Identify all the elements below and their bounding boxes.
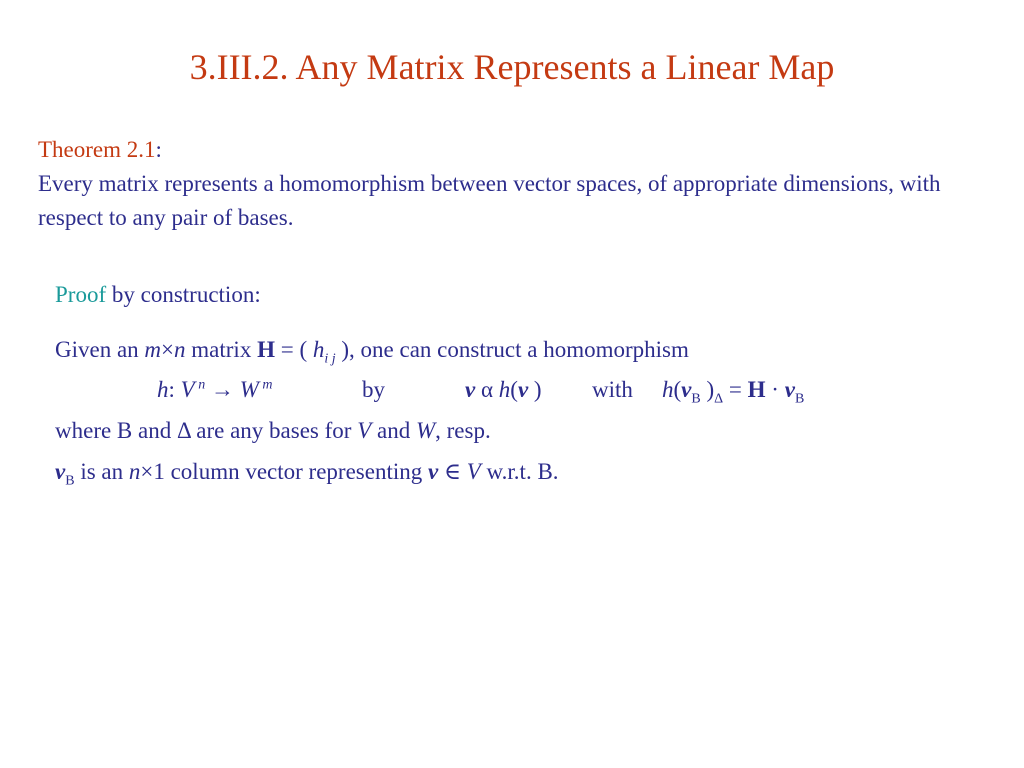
map-rule: [465, 375, 542, 405]
by-word: by: [362, 377, 385, 402]
subscript-B: B: [691, 391, 701, 407]
space-V: V: [180, 377, 195, 402]
theorem-statement: Every matrix represents a homomorphism between vector spaces, of appropriate dimensions, with respect to any pair of bases.: [38, 171, 941, 230]
slide-title: 3.III.2. Any Matrix Represents a Linear Map: [189, 47, 835, 87]
proof-heading: [55, 280, 261, 310]
with-word: with: [592, 377, 633, 402]
times-symbol: ×: [161, 337, 175, 362]
proof-label: Proof: [55, 282, 107, 307]
proof-method: by construction:: [106, 282, 261, 307]
rep-paren-open: (: [673, 377, 682, 402]
rep-vector-v: v: [681, 377, 692, 402]
given-line: [55, 335, 689, 365]
paren-open: (: [510, 377, 518, 402]
entry-h: h: [312, 337, 325, 362]
dot-symbol: ·: [765, 377, 785, 402]
vb-subscript-B: B: [65, 473, 75, 489]
vector-v-B: v: [784, 377, 795, 402]
superscript-m: m: [258, 377, 273, 393]
rep-h: h: [662, 377, 674, 402]
where-suffix: , resp.: [435, 418, 491, 443]
subscript-delta: Δ: [714, 391, 724, 407]
where-W: W: [415, 418, 436, 443]
vb-mid: is an: [74, 459, 129, 484]
given-suffix: ), one can construct a homomorphism: [335, 337, 689, 362]
where-and: and: [371, 418, 416, 443]
where-V: V: [357, 418, 372, 443]
matrix-H-product: H: [747, 377, 766, 402]
equals-symbol: =: [723, 377, 748, 402]
maps-to-symbol: α: [480, 377, 494, 402]
theorem-heading: [38, 133, 998, 167]
where-line: [55, 416, 491, 446]
theorem-block: [38, 133, 998, 235]
vector-v: v: [465, 377, 476, 402]
space-W: W: [239, 377, 259, 402]
vb-V: V: [466, 459, 481, 484]
vb-v: v: [427, 459, 439, 484]
map-h-applied: h: [498, 377, 511, 402]
vb-definition-line: [55, 457, 559, 487]
theorem-label: Theorem 2.1: [38, 137, 156, 162]
subscript-B-2: B: [794, 391, 805, 407]
vb-n: n: [128, 459, 141, 484]
map-colon: :: [168, 377, 181, 402]
vb-suffix: w.r.t. B.: [480, 459, 559, 484]
matrix-H: H: [257, 337, 275, 362]
vector-v-arg: v: [517, 377, 529, 402]
var-m: m: [144, 337, 162, 362]
vb-column-text: ×1 column vector representing: [140, 459, 428, 484]
where-prefix: where B and Δ are any bases for: [55, 418, 358, 443]
map-signature: [157, 375, 273, 405]
given-prefix: Given an: [55, 337, 145, 362]
equals-open: = (: [274, 337, 313, 362]
rep-paren-close: ): [700, 377, 715, 402]
map-h: h: [157, 377, 169, 402]
matrix-word: matrix: [185, 337, 258, 362]
var-n: n: [174, 337, 186, 362]
superscript-n: n: [194, 377, 206, 393]
element-of-symbol: ∈: [438, 459, 467, 484]
vb-vector: v: [55, 459, 66, 484]
paren-close: ): [528, 377, 542, 402]
subscript-ij: i j: [324, 351, 336, 367]
theorem-colon: :: [155, 137, 162, 162]
representation-equation: [662, 375, 804, 405]
arrow-symbol: →: [205, 377, 240, 402]
